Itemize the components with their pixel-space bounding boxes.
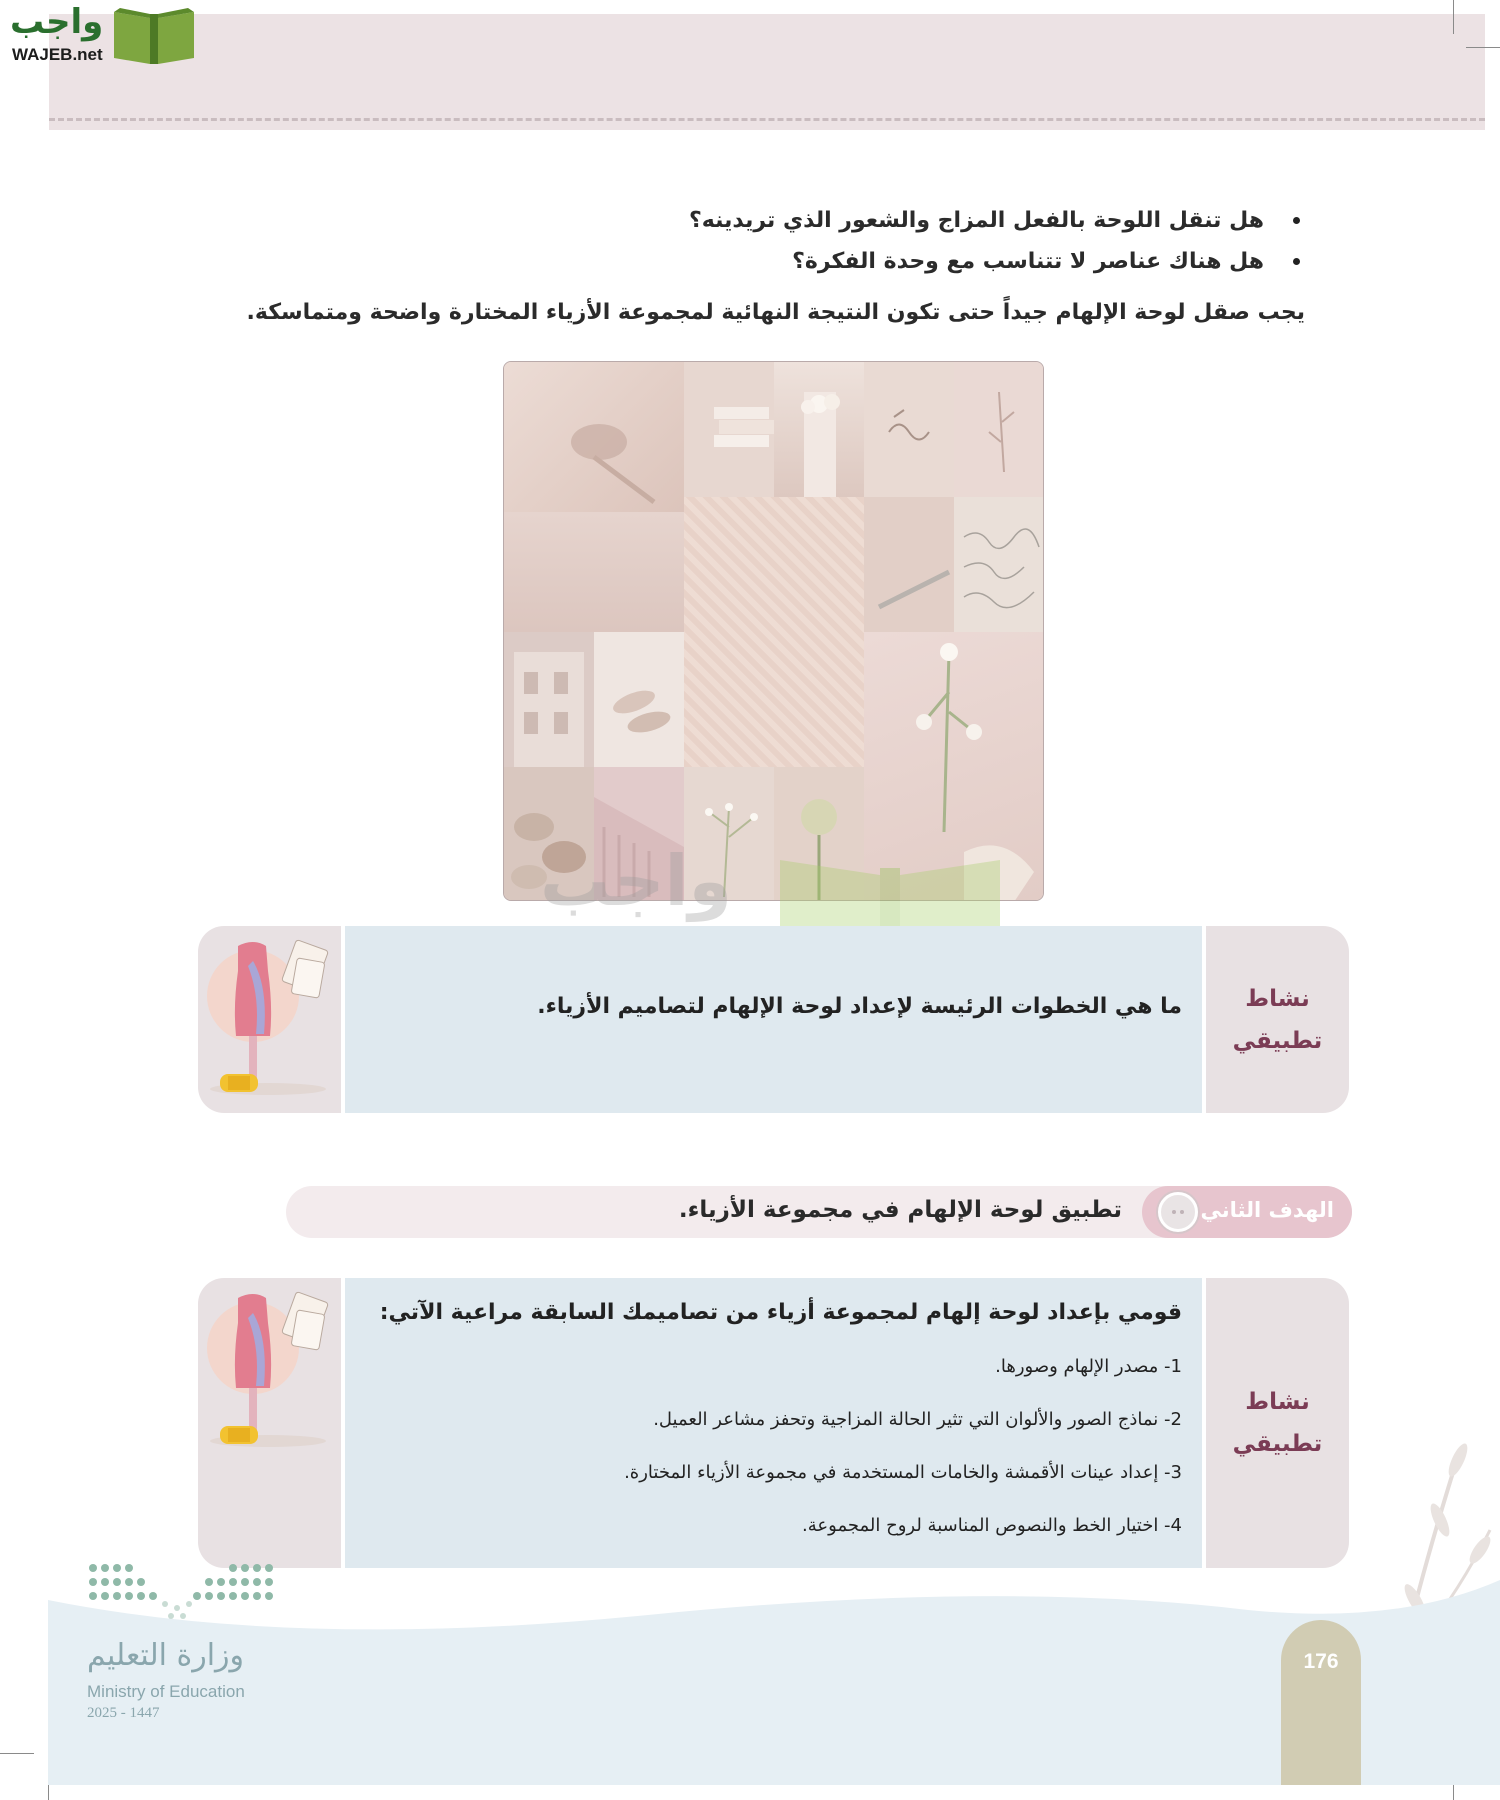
ministry-logo bbox=[85, 1560, 285, 1730]
page-number-tab bbox=[1281, 1620, 1361, 1785]
crop-mark bbox=[0, 1753, 34, 1754]
ministry-emblem-icon bbox=[85, 1560, 275, 1630]
dress-form-icon bbox=[198, 1278, 341, 1465]
bullet-icon bbox=[1293, 217, 1300, 224]
tile-woman-roses bbox=[774, 362, 864, 497]
activity-content bbox=[341, 926, 1206, 1113]
logo-arabic-text: واجب bbox=[10, 2, 104, 42]
wajeb-logo[interactable] bbox=[10, 4, 190, 70]
refinement-paragraph: يجب صقل لوحة الإلهام جيداً حتى تكون النتيجة النهائية لمجموعة الأزياء المختارة واضحة ومتماسكة. bbox=[246, 300, 1305, 325]
crop-mark bbox=[1453, 0, 1454, 34]
academic-year: 2025 - 1447 bbox=[87, 1705, 160, 1721]
bullet-icon bbox=[1293, 258, 1300, 265]
list-item: 4- اختيار الخط والنصوص المناسبة لروح المجموعة. bbox=[802, 1515, 1182, 1536]
activity-content bbox=[341, 1278, 1206, 1568]
header-dashed-line bbox=[49, 118, 1485, 121]
logo-english-text: WAJEB.net bbox=[12, 45, 103, 64]
activity-question: ما هي الخطوات الرئيسة لإعداد لوحة الإلهام لتصاميم الأزياء. bbox=[537, 994, 1182, 1019]
list-item bbox=[200, 241, 1300, 282]
button-icon bbox=[1158, 1192, 1198, 1232]
activity-box-2 bbox=[198, 1278, 1349, 1568]
dress-form-illustration bbox=[198, 926, 341, 1113]
tile-ballet-shoes bbox=[594, 632, 684, 767]
crop-mark bbox=[1466, 47, 1500, 48]
list-item: 2- نماذج الصور والألوان التي تثير الحالة المزاجية وتحفز مشاعر العميل. bbox=[653, 1409, 1182, 1430]
tile-lace-texture bbox=[684, 497, 864, 767]
activity-label-line1: نشاط bbox=[1245, 1389, 1310, 1415]
tile-shadow-flower bbox=[504, 362, 684, 512]
tile-script bbox=[954, 497, 1044, 632]
list-item: 3- إعداد عينات الأقمشة والخامات المستخدمة في مجموعة الأزياء المختارة. bbox=[624, 1462, 1182, 1483]
activity-box-1 bbox=[198, 926, 1349, 1113]
list-item: 1- مصدر الإلهام وصورها. bbox=[995, 1356, 1182, 1377]
dress-form-icon bbox=[198, 926, 341, 1113]
activity-label bbox=[1206, 1278, 1349, 1568]
activity-label-line2: تطبيقي bbox=[1232, 1027, 1323, 1054]
tile-wall bbox=[504, 512, 684, 632]
watermark-arabic-text: واجب bbox=[540, 840, 733, 922]
moodboard-image bbox=[503, 361, 1044, 901]
tile-pen bbox=[864, 497, 954, 632]
second-goal-bar bbox=[286, 1186, 1352, 1238]
tile-building bbox=[504, 632, 594, 767]
tile-dried-flower bbox=[954, 362, 1044, 497]
ministry-english-name: Ministry of Education bbox=[87, 1682, 245, 1701]
page-number: 176 bbox=[1303, 1650, 1339, 1673]
goal-title: تطبيق لوحة الإلهام في مجموعة الأزياء. bbox=[678, 1197, 1122, 1223]
question-text: هل تنقل اللوحة بالفعل المزاج والشعور الذي تريدينه؟ bbox=[689, 208, 1264, 233]
dress-form-illustration bbox=[198, 1278, 341, 1568]
goal-tag-text: الهدف الثاني bbox=[1200, 1198, 1334, 1222]
activity-label-line1: نشاط bbox=[1245, 985, 1310, 1012]
question-text: هل هناك عناصر لا تتناسب مع وحدة الفكرة؟ bbox=[792, 249, 1264, 274]
activity-label bbox=[1206, 926, 1349, 1113]
book-icon bbox=[110, 4, 198, 66]
activity-instruction: قومي بإعداد لوحة إلهام لمجموعة أزياء من تصاميمك السابقة مراعية الآتي: bbox=[379, 1300, 1182, 1325]
tile-card bbox=[864, 362, 954, 497]
activity-label-line2: تطبيقي bbox=[1232, 1431, 1323, 1457]
reflection-questions bbox=[200, 200, 1300, 282]
header-band bbox=[49, 14, 1485, 130]
ministry-arabic-name: وزارة التعليم bbox=[87, 1638, 245, 1673]
list-item bbox=[200, 200, 1300, 241]
tile-books bbox=[684, 362, 774, 497]
